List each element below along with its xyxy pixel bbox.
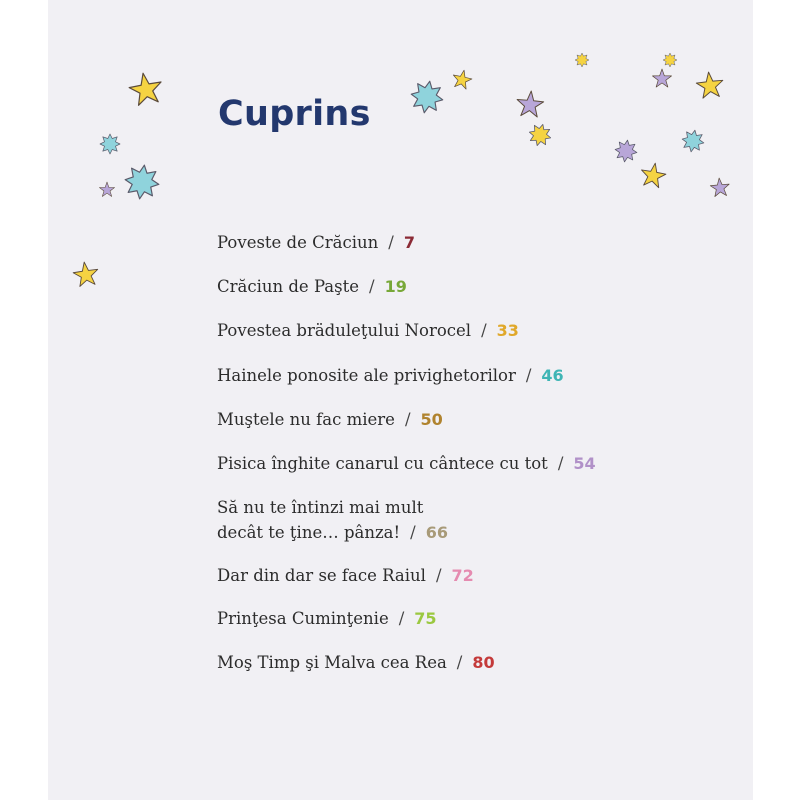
toc-page-number: 33 <box>496 321 519 340</box>
toc-entry-title: Moş Timp şi Malva cea Rea <box>217 653 447 672</box>
toc-page-number: 66 <box>425 523 448 542</box>
toc-entry[interactable] <box>217 274 407 299</box>
separator: / <box>398 609 405 628</box>
toc-page-number: 75 <box>414 609 437 628</box>
separator: / <box>456 653 463 672</box>
toc-entry-title-line: decât te ţine… pânza! <box>217 523 401 542</box>
separator: / <box>435 566 442 585</box>
separator: / <box>404 410 411 429</box>
toc-entry-title: Muştele nu fac miere <box>217 410 395 429</box>
separator: / <box>557 454 564 473</box>
toc-page-number: 19 <box>384 277 407 296</box>
toc-entry-title: Pisica înghite canarul cu cântece cu tot <box>217 454 548 473</box>
toc-entry[interactable] <box>217 363 564 388</box>
toc-entry[interactable] <box>217 451 596 476</box>
toc-entry-title-line: Să nu te întinzi mai mult <box>217 498 424 517</box>
toc-entry-title: Prinţesa Cuminţenie <box>217 609 389 628</box>
toc-entry-title: Dar din dar se face Raiul <box>217 566 426 585</box>
toc-entry-title: Poveste de Crăciun <box>217 233 379 252</box>
page-title: Cuprins <box>218 94 371 134</box>
toc-entry[interactable] <box>217 563 474 588</box>
toc-entry-title: Hainele ponosite ale privighetorilor <box>217 366 516 385</box>
toc-entry-title: Povestea bräduleţului Norocel <box>217 321 472 340</box>
toc-page-number: 54 <box>573 454 596 473</box>
separator: / <box>525 366 532 385</box>
toc-entry[interactable] <box>217 407 443 432</box>
toc-page-number: 7 <box>403 233 415 252</box>
toc-entry[interactable] <box>217 606 437 631</box>
toc-page-number: 50 <box>420 410 443 429</box>
separator: / <box>410 523 416 542</box>
toc-page-number: 46 <box>541 366 564 385</box>
book-page <box>48 0 753 800</box>
separator: / <box>481 321 487 340</box>
toc-entry[interactable] <box>217 495 448 545</box>
toc-entry-title: Crăciun de Paşte <box>217 277 359 296</box>
separator: / <box>388 233 394 252</box>
separator: / <box>369 277 375 296</box>
toc-page-number: 80 <box>472 653 495 672</box>
toc-entry[interactable] <box>217 318 519 343</box>
toc-page-number: 72 <box>451 566 474 585</box>
toc-entry[interactable] <box>217 230 415 255</box>
toc-entry[interactable] <box>217 650 495 675</box>
